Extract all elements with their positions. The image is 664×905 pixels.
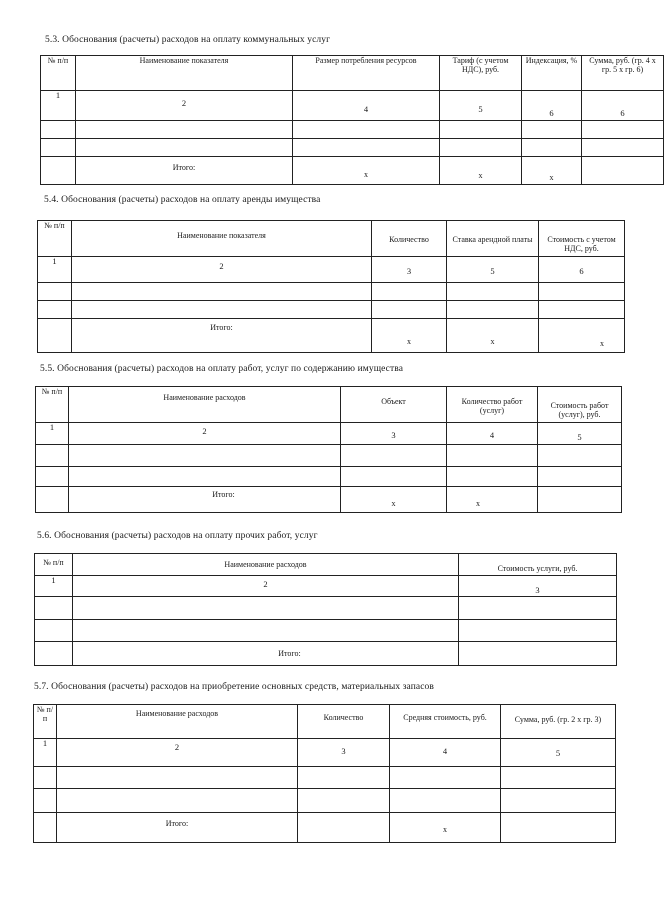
table-row xyxy=(35,576,617,597)
table-fixed-assets xyxy=(33,704,616,843)
empty-cell xyxy=(501,813,616,843)
col-header: Стоимость работ (услуг), руб. xyxy=(538,387,622,423)
cell: 6 xyxy=(539,257,625,283)
empty-cell xyxy=(76,139,293,157)
empty-cell xyxy=(41,157,76,185)
empty-cell xyxy=(390,767,501,789)
empty-cell xyxy=(582,139,664,157)
empty-cell xyxy=(372,301,447,319)
table-row xyxy=(34,789,616,813)
table-row xyxy=(35,596,617,619)
col-header: Размер потребления ресурсов xyxy=(293,56,440,91)
empty-cell xyxy=(293,139,440,157)
table-row xyxy=(41,139,664,157)
cell: 3 xyxy=(372,257,447,283)
cell: x xyxy=(390,813,501,843)
empty-cell xyxy=(447,445,538,467)
table-header-row xyxy=(41,56,664,91)
empty-cell xyxy=(35,619,73,641)
total-label: Итого: xyxy=(57,813,298,843)
col-header: Сумма, руб. (гр. 4 х гр. 5 х гр. 6) xyxy=(582,56,664,91)
total-label: Итого: xyxy=(69,487,341,513)
cell: 1 xyxy=(35,576,73,597)
empty-cell xyxy=(72,301,372,319)
col-header: Наименование показателя xyxy=(72,221,372,257)
table-row xyxy=(38,257,625,283)
empty-cell xyxy=(35,596,73,619)
col-header: Стоимость услуги, руб. xyxy=(459,554,617,576)
empty-cell xyxy=(36,467,69,487)
empty-cell xyxy=(538,467,622,487)
cell: 2 xyxy=(57,739,298,767)
empty-cell xyxy=(36,445,69,467)
empty-cell xyxy=(69,467,341,487)
empty-cell xyxy=(34,789,57,813)
col-header: Наименование показателя xyxy=(76,56,293,91)
empty-cell xyxy=(459,641,617,665)
empty-cell xyxy=(36,487,69,513)
col-header: Объект xyxy=(341,387,447,423)
empty-cell xyxy=(298,789,390,813)
empty-cell xyxy=(34,813,57,843)
section-5-4-title: 5.4. Обоснования (расчеты) расходов на оплату аренды имущества xyxy=(44,195,321,205)
cell: 4 xyxy=(293,91,440,121)
cell: 1 xyxy=(38,257,72,283)
table-maintenance xyxy=(35,386,622,513)
empty-cell xyxy=(440,121,522,139)
empty-cell xyxy=(57,789,298,813)
col-header: Средняя стоимость, руб. xyxy=(390,705,501,739)
col-header: Количество xyxy=(298,705,390,739)
total-label: Итого: xyxy=(76,157,293,185)
cell: 5 xyxy=(501,739,616,767)
col-header: Индексация, % xyxy=(522,56,582,91)
empty-cell xyxy=(539,301,625,319)
empty-cell xyxy=(72,283,372,301)
empty-cell xyxy=(459,619,617,641)
empty-cell xyxy=(538,487,622,513)
table-row xyxy=(36,467,622,487)
empty-cell xyxy=(341,445,447,467)
empty-cell xyxy=(459,596,617,619)
empty-cell xyxy=(293,121,440,139)
empty-cell xyxy=(73,596,459,619)
cell: 2 xyxy=(73,576,459,597)
table-rent xyxy=(37,220,625,353)
cell: x xyxy=(447,319,539,353)
cell: 1 xyxy=(34,739,57,767)
col-header: Тариф (с учетом НДС), руб. xyxy=(440,56,522,91)
total-label: Итого: xyxy=(73,641,459,665)
empty-cell xyxy=(447,283,539,301)
table-row xyxy=(36,445,622,467)
empty-cell xyxy=(57,767,298,789)
empty-cell xyxy=(41,139,76,157)
col-header: № п/п xyxy=(35,554,73,576)
empty-cell xyxy=(69,445,341,467)
empty-cell xyxy=(539,283,625,301)
total-row xyxy=(41,157,664,185)
section-5-6-title: 5.6. Обоснования (расчеты) расходов на оплату прочих работ, услуг xyxy=(37,531,318,541)
col-header: Количество xyxy=(372,221,447,257)
cell: 3 xyxy=(341,423,447,445)
col-header: № п/п xyxy=(38,221,72,257)
table-row xyxy=(38,283,625,301)
empty-cell xyxy=(35,641,73,665)
col-header: № п/п xyxy=(41,56,76,91)
empty-cell xyxy=(390,789,501,813)
table-row xyxy=(35,619,617,641)
table-header-row xyxy=(36,387,622,423)
cell: 5 xyxy=(538,423,622,445)
cell: 2 xyxy=(72,257,372,283)
cell: 1 xyxy=(36,423,69,445)
empty-cell xyxy=(298,767,390,789)
col-header: Сумма, руб. (гр. 2 х гр. 3) xyxy=(501,705,616,739)
cell: 1 xyxy=(41,91,76,121)
total-row xyxy=(38,319,625,353)
empty-cell xyxy=(501,789,616,813)
col-header: Стоимость с учетом НДС, руб. xyxy=(539,221,625,257)
empty-cell xyxy=(582,121,664,139)
col-header: Ставка арендной платы xyxy=(447,221,539,257)
cell: x xyxy=(293,157,440,185)
table-header-row xyxy=(38,221,625,257)
cell: 2 xyxy=(69,423,341,445)
empty-cell xyxy=(38,301,72,319)
empty-cell xyxy=(447,467,538,487)
table-header-row xyxy=(34,705,616,739)
empty-cell xyxy=(34,767,57,789)
empty-cell xyxy=(501,767,616,789)
cell: 4 xyxy=(447,423,538,445)
table-row xyxy=(34,739,616,767)
total-row xyxy=(35,641,617,665)
total-label: Итого: xyxy=(72,319,372,353)
cell: 4 xyxy=(390,739,501,767)
table-other-works xyxy=(34,553,617,666)
empty-cell xyxy=(41,121,76,139)
section-5-3-title: 5.3. Обоснования (расчеты) расходов на оплату коммунальных услуг xyxy=(45,35,331,45)
empty-cell xyxy=(372,283,447,301)
col-header: № п/п xyxy=(36,387,69,423)
table-utilities xyxy=(40,55,664,185)
empty-cell xyxy=(582,157,664,185)
total-row xyxy=(34,813,616,843)
cell: 2 xyxy=(76,91,293,121)
table-row xyxy=(38,301,625,319)
col-header: № п/п xyxy=(34,705,57,739)
table-header-row xyxy=(35,554,617,576)
cell: x xyxy=(341,487,447,513)
col-header: Наименование расходов xyxy=(73,554,459,576)
cell: x xyxy=(440,157,522,185)
empty-cell xyxy=(73,619,459,641)
empty-cell xyxy=(522,121,582,139)
empty-cell xyxy=(440,139,522,157)
cell: x xyxy=(522,157,582,185)
cell: 3 xyxy=(459,576,617,597)
cell: x xyxy=(539,319,625,353)
cell: 5 xyxy=(440,91,522,121)
col-header: Наименование расходов xyxy=(69,387,341,423)
cell: 6 xyxy=(522,91,582,121)
cell: 6 xyxy=(582,91,664,121)
empty-cell xyxy=(522,139,582,157)
table-row xyxy=(41,121,664,139)
empty-cell xyxy=(76,121,293,139)
cell: x xyxy=(372,319,447,353)
total-row xyxy=(36,487,622,513)
section-5-7-title: 5.7. Обоснования (расчеты) расходов на приобретение основных средств, материальных запасов xyxy=(34,682,434,692)
cell: x xyxy=(447,487,538,513)
col-header: Наименование расходов xyxy=(57,705,298,739)
section-5-5-title: 5.5. Обоснования (расчеты) расходов на оплату работ, услуг по содержанию имущества xyxy=(40,364,404,374)
empty-cell xyxy=(38,283,72,301)
cell: 5 xyxy=(447,257,539,283)
empty-cell xyxy=(538,445,622,467)
col-header: Количество работ (услуг) xyxy=(447,387,538,423)
cell: 3 xyxy=(298,739,390,767)
table-row xyxy=(34,767,616,789)
empty-cell xyxy=(341,467,447,487)
empty-cell xyxy=(298,813,390,843)
table-row xyxy=(41,91,664,121)
table-row xyxy=(36,423,622,445)
empty-cell xyxy=(447,301,539,319)
empty-cell xyxy=(38,319,72,353)
